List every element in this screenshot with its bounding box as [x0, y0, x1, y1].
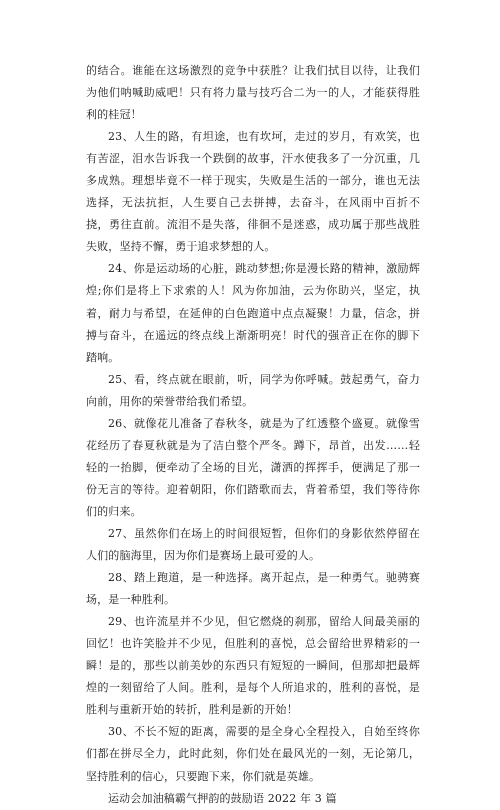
paragraph-28: 28、踏上跑道，是一种选择。离开起点，是一种勇气。驰骋赛场，是一种胜利。 [86, 571, 420, 607]
paragraph-30: 30、不长不短的距离，需要的是全身心全程投入，自始至终你们都在拼尽全力，此时此刻，你们处在最风光的一刻，无论第几，坚持胜利的信心，只要跑下来，你们就是英雄。 [86, 725, 420, 783]
paragraph-26: 26、就像花儿准备了春秋冬，就是为了红透整个盛夏。就像雪花经历了春夏秋就是为了洁白整个严冬。蹲下，昂首，出发……轻轻的一抬脚，便牵动了全场的目光，潇洒的挥挥手，便满足了那一份无言的等待。迎着朝阳，你们踏歌而去，背着希望，我们等待你们的归来。 [86, 416, 420, 518]
paragraph-27: 27、虽然你们在场上的时间很短暂，但你们的身影依然停留在人们的脑海里，因为你们是赛场上最可爱的人。 [86, 526, 420, 563]
document-body [86, 60, 420, 810]
paragraph-29: 29、也许流星并不少见，但它燃烧的刹那，留给人间最美丽的回忆！也许笑脸并不少见，但胜利的喜悦，总会留给世界精彩的一瞬！是的，那些以前美妙的东西只有短短的一瞬间，但那却把最辉煌的一刻留给了人间。胜利，是每个人所追求的，胜利的喜悦，是胜利与重新开始的转折，胜利是新的开始！ [86, 615, 420, 717]
paragraph-24: 24、你是运动场的心脏，跳动梦想;你是漫长路的精神，激励辉煌;你们是将上下求索的人！风为你加油，云为你助兴，坚定，执着，耐力与希望，在延伸的白色跑道中点点凝聚！力量，信念，拼搏与奋斗，在遥远的终点线上渐渐明亮！时代的强音正在你的脚下踏响。 [86, 262, 420, 364]
paragraph-23: 23、人生的路，有坦途，也有坎坷，走过的岁月，有欢笑，也有苦涩，泪水告诉我一个跌倒的故事，汗水使我多了一分沉重，几多成熟。理想毕竟不一样于现实，失败是生活的一部分，谁也无法选择，无法抗拒，人生要自己去拼搏，去奋斗，在风雨中百折不挠，勇往直前。流泪不是失落，徘徊不是迷惑，成功属于那些战胜失败，坚持不懈，勇于追求梦想的人。 [86, 130, 420, 254]
section-heading: 运动会加油稿霸气押韵的鼓励语 2022 年 3 篇 [108, 791, 337, 805]
paragraph-continuation: 的结合。谁能在这场激烈的竞争中获胜？让我们拭目以待，让我们为他们呐喊助威吧！只有将力量与技巧合二为一的人，才能获得胜利的桂冠！ [86, 64, 420, 122]
paragraph-25: 25、看，终点就在眼前，听，同学为你呼喊。鼓起勇气，奋力向前，用你的荣誉带给我们希望。 [86, 372, 420, 408]
